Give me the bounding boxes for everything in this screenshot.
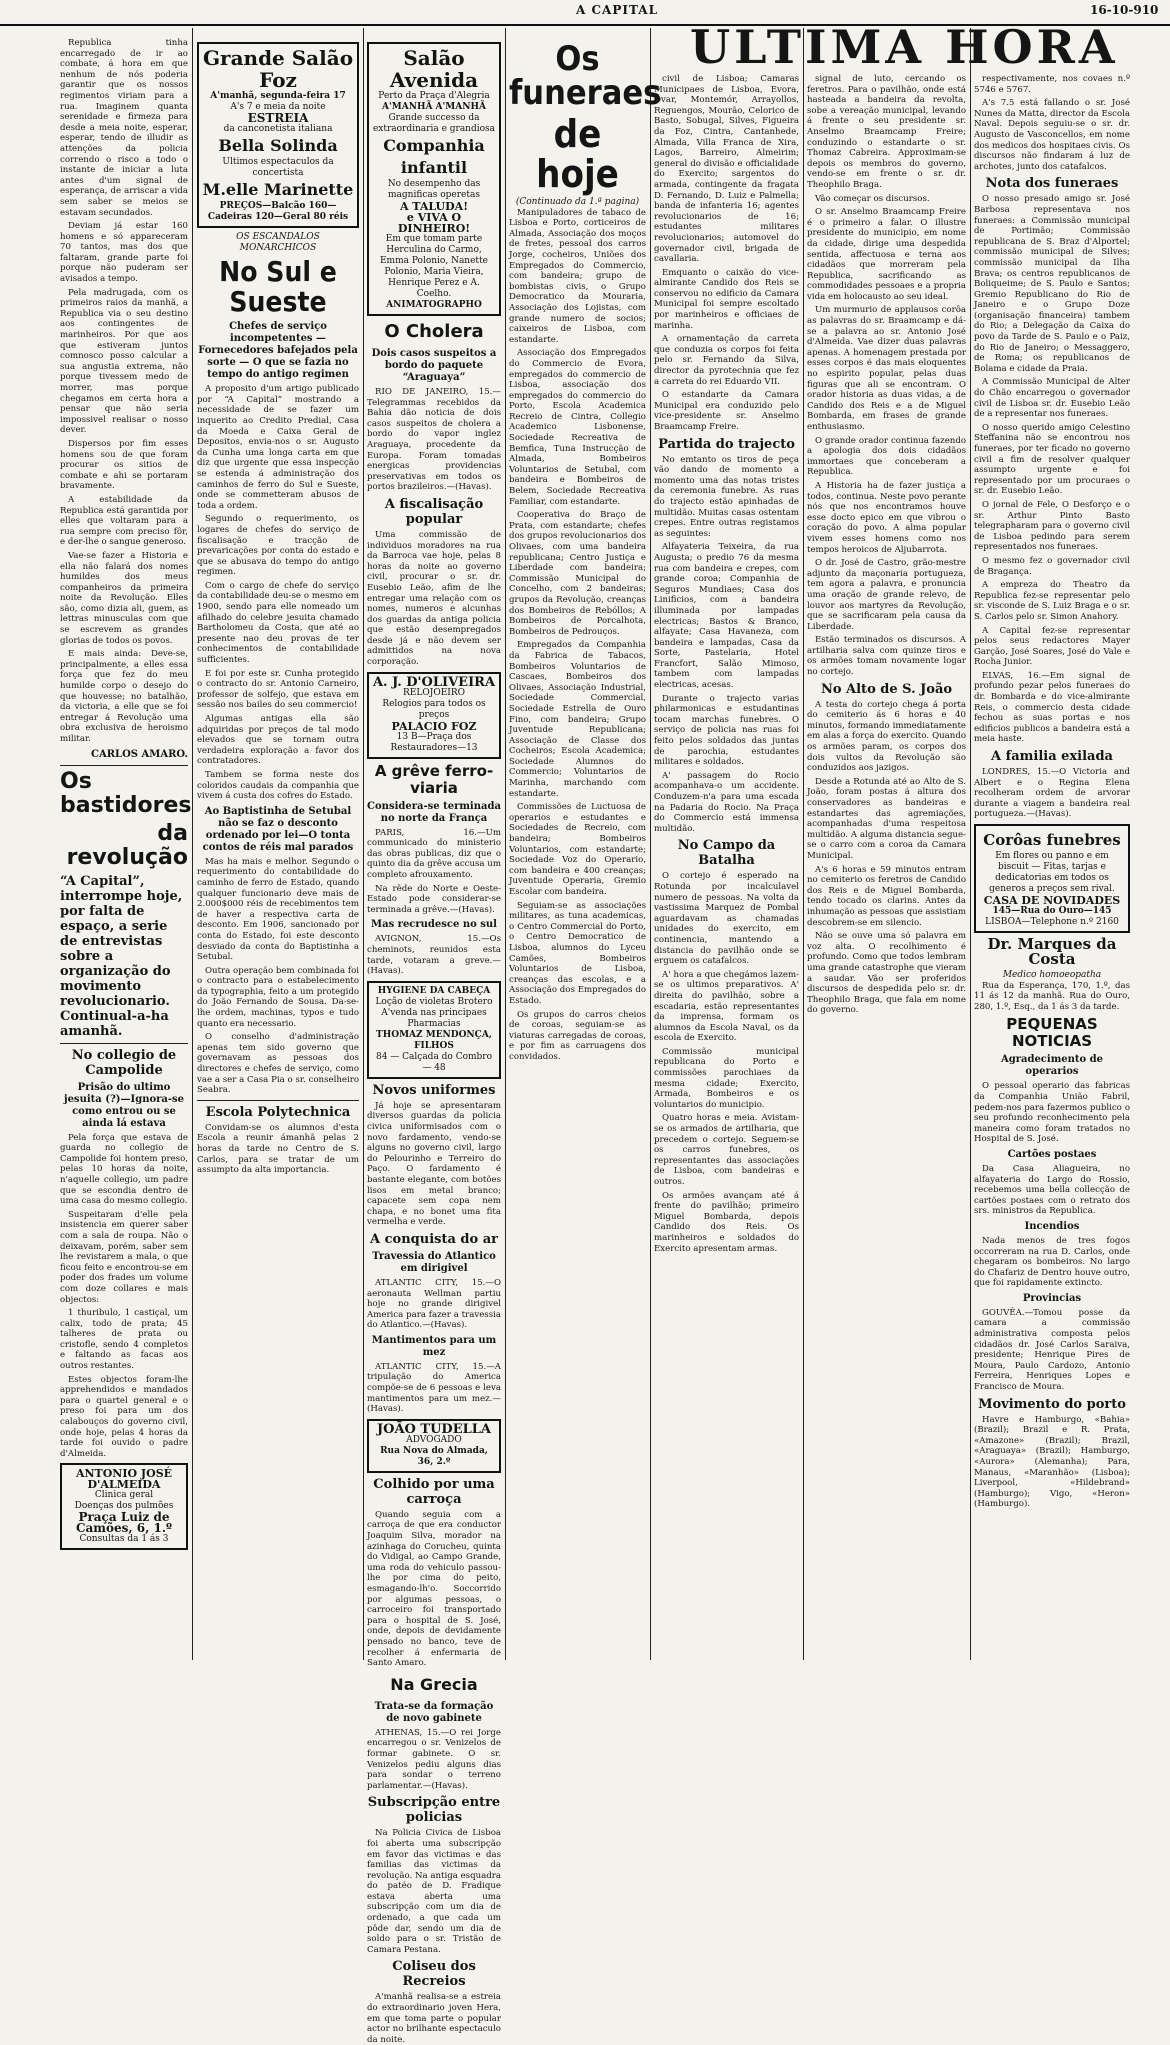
column-rule	[803, 28, 804, 1660]
ad-line: ESTREIA	[247, 111, 309, 125]
headline-movimento-porto: Movimento do porto	[978, 1396, 1126, 1412]
article-signature: CARLOS AMARO.	[91, 748, 188, 760]
article-text: signal de luto, cercando os feretros. Para o pavilhão, onde está hasteada a bandeira da revolta, sobe a vereação municipal, levando á frente o seu presidente sr. Anselmo Braamcamp Freire; conduzindo o estandarte o sr. Thomaz Cabreira. Approximam-se depois os membros do governo, vendo-se em frente o sr. dr. Theophilo Braga.	[807, 74, 966, 190]
article-text: Na Policia Civica de Lisboa foi aberta uma subscripção em favor das victimas e das familias das victimas da revolução. Na antiga esquadra do patéo de D. Fradique estava aberta uma subscripção com um dia de ordenado, a que cada um pôde dar, sendo um dia de soldo para o sr. Tristão de Camara Pestana.	[367, 1828, 501, 1955]
ad-grande-salao-foz	[197, 42, 359, 228]
ad-marques-costa: Dr. Marques da Costa	[987, 935, 1117, 968]
article-text: ELVAS, 16.—Em signal de profundo pezar pelos funeraes do dr. Bombarda e do vice-almirante Reis, o commercio desta cidade fechou as suas portas e nos edificios publicos a bandeira está a meia haste.	[974, 670, 1130, 745]
headline-carroca: Colhido por uma carroça	[373, 1476, 495, 1507]
article-text: RIO DE JANEIRO, 15.—Telegrammas recebidos da Bahia dão noticia de dois casos suspeitos de cholera a bordo do vapor inglez Araguaya, procedente da Europa. Foram tomadas energicas providencias preservativas em todos os portos brazileiros.—(Havas).	[367, 387, 501, 493]
headline-pequenas-noticias: PEQUENAS NOTICIAS	[1006, 1015, 1098, 1051]
article-text: O estandarte da Camara Municipal era conduzido pelo vice-presidente sr. Anselmo Braamcamp Freire.	[654, 390, 799, 432]
divider	[60, 1043, 188, 1044]
column-3	[367, 38, 501, 2045]
article-text: A' passagem do Rocio acompanhava-o um accidente. Conduzem-n'a para uma escada na Padaria do Rocio. Na Praça do Commercio está immensa multidão.	[654, 770, 799, 834]
article-text: O conselho d'administração apenas tem sido governo que governavam as pessoas dos directores e chefes de serviço, como vae a ser a Casa Pia o sr. conselheiro Seabra.	[197, 1032, 359, 1096]
article-text: Republica tinha encarregado de ir ao combate, á hora em que nenhum de nós poderia garantir que os nossos regimentos viriam para a rua. Imaginem quanta serenidade e firmeza para desde a meia noite, esperar, esperar, tendo de illudir as attenções da policia correndo o risco a todo o instante de iniciar a luta antes d'um signal de esperança, de arriscar a vida sem saber se meios se estavam secundados.	[60, 38, 188, 218]
ad-line: CASA DE NOVIDADES	[983, 894, 1121, 907]
ad-title: Corôas funebres	[983, 831, 1121, 849]
article-text: A ornamentação da carreta que conduzia os corpos foi feita pelo sr. Fernando da Silva, director da pyrotechnia que fez a carreta do rei Eduardo VII.	[654, 334, 799, 387]
ad-line: Medico homoeopatha	[1002, 970, 1102, 980]
ad-line: e VIVA O DINHEIRO!	[397, 211, 471, 235]
ad-line: M.elle Marinette	[202, 180, 354, 199]
ad-line: PALACIO FOZ	[391, 719, 477, 733]
ad-joao-tudella	[367, 1419, 501, 1473]
article-text: Associação dos Empregados do Commercio de Evora, empregados do commercio de Lisboa, associação dos empregados do commercio do Porto, Escola Academica Recreio de Cintra, Collegio Academico Lisbonense, Sociedade Recreativa de Bemfica, Tuna Instrucção de Almada, Bombeiros Voluntarios de Setubal, com bandeira e Bombeiros de Belem, Sociedade Recreativa Familiar, com estandarte.	[509, 348, 646, 507]
article-text: Commissões de Luctuosa de operarios e estudantes e Sociedades de Recreio, com bandeira; Bombeiros Voluntarios, com estandarte; Sociedade Voz do Operario, com bandeira e 400 creanças; Juventude Operaria, Gremio Escolar com bandeira.	[509, 802, 646, 897]
article-text: Seguiam-se as associações militares, as tuna academicas, o Centro Commercial do Porto, o Centro Democratico de Lisboa, alumnos do Lyceu Camões, Bombeiros Voluntarios de Lisboa, creanças das escolas, e a Associação dos Empregados do Estado.	[509, 900, 646, 1006]
ad-title: Salão Avenida	[389, 46, 479, 92]
article-text: Estão terminados os discursos. A artilharia salva com quinze tiros e os armões tomam novamente logar no cortejo.	[807, 635, 966, 678]
masthead-ultima-hora: ULTIMA HORA	[690, 20, 1119, 74]
article-text: Algumas antigas ella são adquiridas por preços de tal modo elevados que se tornam outra verdadeira exploração a favor dos contratadores.	[197, 714, 359, 767]
ad-line: da canconetista italiana	[223, 124, 333, 134]
headline-grecia: Na Grecia	[390, 1674, 478, 1694]
article-text: Da Casa Aliagueira, no alfayateria do Largo do Rossio, recebemos uma bella collecção de cartões postaes com o retrato dos srs. ministros da Republica.	[974, 1163, 1130, 1217]
issue-date: 16-10-910	[1090, 3, 1159, 17]
newspaper-name: A CAPITAL	[576, 3, 659, 17]
ad-line: Em que tomam parte Herculina do Carmo, Emma Polonio, Nanette Polonio, Maria Vieira, Henrique Perez e A. Coelho.	[379, 234, 488, 299]
ad-line: A'MANHÃ A'MANHÃ	[382, 102, 486, 112]
article-text: AVIGNON, 15.—Os cheminots, reunidos esta tarde, votaram a greve.—(Havas).	[367, 934, 501, 977]
article-text: Na rêde do Norte e Oeste-Estado pode considerar-se terminada a grêve.—(Havas).	[367, 883, 501, 915]
ad-line: ADVOGADO	[406, 1434, 462, 1445]
article-text: A's 7.5 está fallando o sr. José Nunes da Matta, director da Escola Naval. Depois seguiu-se o sr. dr. Augusto de Vasconcellos, em nome dos medicos dos hospitaes civis. Os discursos não findaram á luz de archotes, junto dos catafalcos.	[974, 98, 1130, 172]
ad-salao-avenida	[367, 42, 501, 316]
article-text: respectivamente, nos covaes n.º 5746 e 5767.	[974, 74, 1130, 95]
ad-line: 145—Rua do Ouro—145	[992, 906, 1112, 916]
article-text: Vae-se fazer a Historia e ella não falará dos nomes humildes dos meus companheiros da primeira noite da Revolução. Elles são, como dizia ali, guem, as lettras minusculas com que se escrevem as grandes glorias de todos os povos.	[60, 550, 188, 646]
ad-line: Rua Nova do Almada, 36, 2.º	[380, 1445, 488, 1467]
subheadline: Provincias	[1022, 1292, 1082, 1304]
article-text: Rua da Esperança, 170, 1.º, das 11 ás 12 da manhã. Rua do Ouro, 280, 1.º, Esq., da 1 ás 3 da tarde.	[974, 980, 1130, 1012]
article-text: civil de Lisboa; Camaras Municipaes de Lisboa, Evora, Ovar, Montemór, Arrayollos, Reguengos, Mourão, Celorico de Basto, Sobugal, Silves, Figueira da Foz, Cintra, Cantanhede, Almada, Villa Franca de Xira, Lagos, Barreiro, Almeirim; general do divisão e officialidade do Exercito; sargentos do armada, contingente da fragata D. Fernando, D. Luiz e Palmella; banda de infanteria 16; agentes revolucionarios de 16; estudantes militares revolucionarios; automovel do governador civil, brigada de cavallaria.	[654, 74, 799, 265]
headline-bastidores: Os bastidores	[60, 768, 192, 818]
article-text: Desde a Rotunda até ao Alto de S. João, foram postas á altura dos conservadores as bandeiras e estandartes das agremiações, acompanhadas d'uma respeitosa multidão. A alguma distancia segue-se o carro com a coroa da Camara Municipal.	[807, 776, 966, 861]
ad-address: Praça Luiz de Camões, 6, 1.º	[75, 1510, 172, 1536]
ad-title: Grande Salão Foz	[202, 46, 354, 92]
column-rule	[192, 28, 193, 1660]
article-text: Dispersos por fim esses homens sou de que foram procurar os sitios de combate e ahi se portaram bravamente.	[60, 438, 188, 492]
ad-line: THOMAZ MENDONÇA, FILHOS	[376, 1029, 492, 1051]
article-text: Uma commissão de individuos moradores na rua da Barroca vae hoje, pelas 8 horas da noite ao governo civil, procurar o sr. dr. Eusebio Leão, afim de lhe entregar uma relação com os nomes, numeros e alcunhas dos guardas da antiga policia que estão desempregados desde já e não devem ser admittidos na nova corporação.	[367, 529, 501, 668]
divider	[197, 1100, 359, 1101]
ad-line: Companhia infantil	[383, 136, 485, 177]
article-text: Convidam-se os alumnos d'esta Escola a reunir ámanhã pelas 2 horas da tarde no Centro de S. Carlos, para se tratar de um assumpto da alta importancia.	[197, 1122, 359, 1176]
column-rule	[363, 28, 364, 1660]
ad-line: Ultimos espectaculos da concertista	[222, 157, 334, 178]
continued-note: (Continuado da 1.ª pagina)	[515, 197, 640, 207]
article-text: Cooperativa do Braço de Prata, com estandarte; chefes dos grupos revolucionarios dos Olivaes, com uma bandeira republicana; Centro Justiça e Liberdade com bandeira; Commissão Municipal do Concelho, com 2 bandeiras; grupos da Revolução, creanças dos Bombeiros de Rebóllos; A Bombeiros de Porcalhota, Bombeiros de Pedrouços.	[509, 510, 646, 637]
headline-funeraes: Os funeraes	[509, 39, 662, 113]
article-text: Deviam já estar 160 homens e só appareceram 70 tantos, mas dos que faltaram, grande parte foi porque não puderam ser avisados a tempo.	[60, 221, 188, 285]
ad-line: 84 — Calçada do Combro — 48	[375, 1051, 493, 1073]
subheadline-cholera: Dois casos suspeitos a bordo do paquete “Araguaya”	[371, 348, 497, 383]
article-text: Estes objectos foram-lhe apprehendidos e mandados para o quartel general e o preso foi para um dos calabouços do governo civil, onde hoje, pelas 4 horas da tarde foi ouvido o padre d'Almeida.	[60, 1374, 188, 1459]
article-text: ATLANTIC CITY, 15.—O aeronauta Wellman partiu hoje no grande dirigivel America para fazer a travessia do Atlantico.—(Havas).	[367, 1277, 501, 1331]
headline-familia-exilada: A familia exilada	[991, 749, 1113, 765]
article-text: Um murmurio de applausos corôa as palavras do sr. Braamcamp e dá-se a palavra ao sr. Antonio José d'Almeida. Vae dizer duas palavras apenas. A homenagem prestada por esses corpos é das mais eloquentes no espirito popular, pelas duas figuras que ali se encontram. O orador historia as duas vidas, a de Candido dos Reis e a de Miguel Bombarda, em frases de grande enthusiasmo.	[807, 305, 966, 432]
article-text: Já hoje se apresentaram diversos guardas da policia civica uniformisados com o novo fardamento, vendo-se alguns no governo civil, largo do Pelourinho e Terreiro do Paço. O fardamento é bastante elegante, com botões lisos em metal branco; capacete sem copa nem chapa, e no bonet uma fita vermelha e verde.	[367, 1100, 501, 1228]
ad-name: JOÃO TUDELLA	[377, 1421, 491, 1437]
article-text: O jornal de Fele, O Desforço e o sr. Arthur Pinto Basto telegrapharam para o governo civil de Lisboa pedindo para serem representados nos funeraes.	[974, 499, 1130, 553]
column-2	[197, 38, 359, 1660]
column-1	[60, 38, 192, 1660]
article-text: Outra operação bem combinada foi o contracto para o estabelecimento da typographia, feito a um protegido do João Fernando de Sousa. Da-se-lhe ordem, machinas, typos e tudo quanto era necessario.	[197, 965, 359, 1029]
subheadline-grecia: Trata-se da formação de novo gabinete	[374, 1700, 494, 1724]
subheadline-sul-sueste: Chefes de serviço incompetentes — Fornecedores bafejados pela sorte — O que se fazia no tempo do antigo regimen	[198, 321, 358, 381]
article-text: ATLANTIC CITY, 15.—A tripulação do America compõe-se de 6 pessoas e leva mantimentos para um mez.—(Havas).	[367, 1361, 501, 1415]
ad-name: A. J. D'OLIVEIRA	[372, 674, 496, 690]
headline-funeraes-2: de hoje	[536, 112, 619, 196]
article-text: Empregados da Companhia da Fabrica de Tabacos, Bombeiros Voluntarios de Cascaes, Bombeiros dos Olivaes, Associação Industrial, Sociedade Commercial, Sociedade Estrella de Ouro Fino, com bandeira; Grupo Juventude Republicana; Associação de Classe dos Cocheiros; Escola Academica; Sociedade Alumnos do Commercio; Voluntarios de Marinha, marchando com estandarte.	[509, 640, 646, 799]
ad-line: ANIMATOGRAPHO	[386, 300, 482, 310]
article-text: Com o cargo de chefe do serviço da contabilidade deu-se o mesmo em 1900, sendo para elle nomeado um afilhado do celebre jesuita chamado Bartholomeu da Costa, que até ao presente nao deu provas de ter conhecimentos de contabilidade sufficientes.	[197, 580, 359, 666]
ad-line: Bella Solinda	[218, 136, 338, 155]
ad-hygiene	[367, 981, 501, 1079]
section-kicker: OS ESCANDALOS MONARCHICOS	[236, 232, 320, 253]
column-rule	[650, 28, 651, 1660]
headline-nota-funeraes: Nota dos funeraes	[985, 176, 1119, 192]
ad-title: HYGIENE DA CABEÇA	[377, 985, 491, 996]
ad-line: RELOJOEIRO	[403, 687, 465, 698]
article-text: A'manhã realisa-se a estreia do extraordinario joven Hera, em que toma parte o popular actor no brilhante espectaculo da noite.	[367, 1992, 501, 2045]
ad-line: 13 B—Praça dos Restauradores—13	[390, 731, 478, 753]
headline-uniformes: Novos uniformes	[372, 1082, 496, 1098]
column-rule	[505, 28, 506, 1660]
ad-line: A'venda nas principaes Pharmacias	[381, 1007, 487, 1029]
subheadline: Cartões postaes	[1007, 1148, 1097, 1160]
ad-line: A TALUDA!	[399, 200, 469, 213]
article-text: Quando seguia com a carroça de que era conductor Joaquim Silva, morador na azinhaga do Corucheu, quinta do Vidigal, ao Campo Grande, uma roda do vehiculo passou-lhe por cima do peito, esmagando-lh'o. Soccorrido por algumas pessoas, o carroceiro foi transportado para o hospital de S. José, onde, depois de devidamente pensado no banco, teve de recolher á enfermaria de Santo Amaro.	[367, 1509, 501, 1669]
article-text: Durante o trajecto varias philarmonicas e estudantinas tocam marchas funebres. O serviço de policia nas ruas foi feito pelos soldados das juntas de parochia, estudantes militares e soldados.	[654, 693, 799, 768]
headline-polytechnica: Escola Polytechnica	[205, 1104, 351, 1120]
article-text: No emtanto os tiros de peça vão dando de momento a momento uma das notas tristes da ceremonia funebre. As ruas do trajecto estão apinhadas de multidão. Muitas casas ostentam crepes. Entre outras registamos as seguintes:	[654, 454, 799, 539]
article-text: A empreza do Theatro da Republica fez-se representar pelo sr. visconde de S. Luiz Braga e o sr. S. Carlos pelo sr. Simon Anahory.	[974, 580, 1130, 622]
ad-line: A'manhã, segunda-feira 17	[210, 91, 346, 101]
ad-line: LISBOA—Telephone n.º 2160	[985, 917, 1119, 927]
subheadline-greve-sul: Mas recrudesce no sul	[371, 919, 497, 931]
subheadline-ar: Travessia do Atlantico em dirigivel	[372, 1250, 496, 1274]
column-rule	[970, 28, 971, 1660]
headline-campolide: No collegio de Campolide	[71, 1047, 177, 1078]
article-text: 1 thuribulo, 1 castiçal, um calix, todo de prata; 45 talheres de prata ou cristofle, sendo 4 completos e faltando as facas aos outros restantes.	[60, 1308, 188, 1372]
article-text: Segundo o requerimento, os logares de chefes do serviço de fiscalisação e tracção de prevaricações por conta do estado e que se abusava do tempo do antigo regimen.	[197, 514, 359, 578]
article-text: A Commissão Municipal de Alter do Chão encarregou o governador civil de Lisboa sr. dr. Eusebio Leão de a representar nos funeraes.	[974, 377, 1130, 420]
column-4	[509, 38, 662, 1660]
subheadline-setubal: Ao Baptistinha de Setubal não se faz o desconto ordenado por lei—O tonta contos de réis mal parados	[202, 805, 354, 853]
headline-alto-sao-joao: No Alto de S. João	[820, 681, 953, 697]
article-text: O mesmo fez o governador civil de Bragança.	[974, 555, 1130, 577]
article-text: LONDRES, 15.—O Victoria and Albert e o Regina Elena recolheram ordem de arvorar durante a viagem a bandeira real portugueza.—(Havas).	[974, 767, 1130, 820]
ad-hours: Consultas da 1 ás 3	[79, 1534, 169, 1545]
ad-antonio-jose-dalmeida	[60, 1463, 188, 1550]
article-text: PARIS, 16.—Um communicado do ministerio das obras publicas, diz que o quinto dia da grêve accusa um completo afrouxamento.	[367, 827, 501, 881]
ad-line: Em flores ou panno e em biscuit — Fitas, tarjas e dedicatorias em todos os generos a preços sem rival.	[989, 851, 1115, 894]
column-7	[974, 74, 1130, 1660]
ad-name: ANTONIO JOSÉ D'ALMEIDA	[75, 1467, 173, 1492]
article-text: Commissão municipal republicana do Porto e commissões parochiaes da mesma cidade; Exercito, Armada, Bombeiros e os voluntarios do municipio.	[654, 1046, 799, 1110]
article-text: Vão começar os discursos.	[815, 193, 930, 204]
article-text: A proposito d'um artigo publicado por “A Capital” mostrando a necessidade de se fazer um inquerito ao Credito Predial, Casa da Moeda e Caixa Geral de Depositos, envia-nos o sr. Augusto da Cunha uma longa carta em que diz que urgente que essa inspecção se estenda á administração dos caminhos de ferro do Sul e Sueste, onde se commetteram abusos de toda a ordem.	[197, 384, 359, 511]
ad-line: Clinica geral	[94, 1490, 154, 1501]
headline-sul-sueste: No Sul e Sueste	[219, 255, 337, 319]
ad-line: Perto da Praça d'Alegria	[378, 91, 490, 101]
article-text: Pela força que estava de guarda no collegio de Campolide foi hontem preso, pelas 10 horas da noite, n'aquelle collegio, um padre que se escondia dentro de uma casa do mesmo collegio.	[60, 1132, 188, 1207]
ad-line: No desempenho das magnificas operetas	[387, 179, 481, 200]
article-text: O pessoal operario das fabricas da Companhia União Fabril, pedem-nos para fazermos publico o seu profundo reconhecimento pela maneira como foram tratados no Hospital de S. José.	[974, 1081, 1130, 1145]
headline-greve: A grêve ferro-viaria	[374, 761, 494, 797]
article-text: O cortejo é esperado na Rotunda por incalculavel numero de pessoas. Na volta da vastissima Marquez de Pombal aguardavam as chamadas unidades do exercito, em continencia, mantendo a distancia do pavilhão onde se erguem os catafalcos.	[654, 871, 799, 967]
article-text: Os armões avançam até á frente do pavilhão; primeiro Miguel Bombarda, depois Candido dos Reis. Os marinheiros e soldados do Exercito apresentam armas.	[654, 1190, 799, 1254]
ad-line: A's 7 e meia da noite	[230, 102, 326, 112]
article-text: ATHENAS, 15.—O rei Jorge encarregou o sr. Venizelos de formar gabinete. O sr. Venizelos pediu alguns dias para sondar o terreno parlamentar.—(Havas).	[367, 1727, 501, 1791]
headline-coliseu: Coliseu dos Recreios	[392, 1959, 476, 1990]
headline-conquista-ar: A conquista do ar	[370, 1231, 498, 1247]
ad-line: Relogios para todos os preços	[382, 698, 486, 720]
article-text: Mas ha mais e melhor. Segundo o requerimento do contabilidade do caminho de ferro de Estado, quando qualquer funcionario deve mais de 2.000$000 réis de recebimentos tem de haver a respectiva carta de desconto. Em 1906, sancionado por conta do Estado, foi este desconto desviado da conta do Baptistinha a Setubal.	[197, 856, 359, 963]
article-text: Suspeitaram d'elle pela insistencia em querer saber com a sala de roupa. Não o deixavam, porém, saber sem lhe revistarem a mala, o que ficou feito e encontrou-se em poder dos frades um volume com doze collares e mais objectos:	[60, 1209, 188, 1305]
article-text: O nosso querido amigo Celestino Steffanina não se encontrou nos funeraes, por ter ficado no governo civil a fim de resolver qualquer assumpto urgente e foi representado por um procuraes o sr. dr. Eusebio Leão.	[974, 422, 1130, 497]
column-6	[807, 74, 966, 1660]
article-text: A's 6 horas e 59 minutos entram no cemiterio os feretros de Candido dos Reis e de Miguel Bombarda, tendo tocado os clarins. Antes da inhumação as pessoas que assistiam descobrem-se em silencio.	[807, 864, 967, 928]
headline-fiscalisacao: A fiscalisação popular	[384, 496, 484, 527]
divider	[60, 765, 188, 766]
article-text: A Capital fez-se representar pelos seus redactores Mayer Garção, José Soares, José do Vale e Rocha Junior.	[974, 625, 1130, 668]
ad-coroas-funebres	[974, 824, 1130, 933]
article-text: GOUVÊA.—Tomou posse da camara a commissão administrativa composta pelos cidadãos dr. José Carlos Saraiva, presidente; Henrique Pires de Moura, Paulo Cardozo, Antonio Ferreira, Henriques Lopes e Francisco de Moura.	[974, 1307, 1130, 1393]
article-text: Não se ouve uma só palavra em voz alta. O recolhimento é profundo. Como que todos lembram uma grande catastrophe que vieram a saudar. Vão ser proferidos discursos de despedida pelo sr. dr. Theophilo Braga, que fala em nome do governo.	[807, 931, 966, 1016]
ad-line: Grande successo da extraordinaria e grandiosa	[372, 113, 496, 134]
headline-subscripcao: Subscripção entre policias	[367, 1795, 501, 1826]
article-text: Quatro horas e meia. Avistam-se os armados de artilharia, que precedem o cortejo. Seguem-se os carros funebres, os representantes das associações de Lisboa, com bandeiras e outros.	[654, 1113, 799, 1187]
ad-line: Loção de violetas Brotero	[375, 996, 493, 1007]
article-text: Alfayateria Teixeira, da rua Augusta; o predio 76 da mesma rua com bandeira e crepes, com grande coroa; Companhia de Seguros Mundiaes; Casa dos Linificios, com a bandeira illuminada por lampadas electricas; Bastos & Branco, alfayate; Casa Havaneza, com bandeira e lampadas, Casa da Sorte, Pastelaria, Hotel Francfort, Salão Mimoso, tambem com lampadas electricas, acesas.	[654, 542, 799, 691]
article-text: A estabilidade da Republica está garantida por elles que voltaram para a rua sempre com preciso fôr, e der-lhe o sangue generoso.	[60, 494, 188, 548]
article-text: E mais ainda: Deve-se, principalmente, a elles essa força que fez do meu humilde corpo o desejo do que houvesse; no batalhão, da victoria, a elle que se foi entregar á Revolução uma obra exclusiva de heroismo militar.	[60, 649, 188, 744]
article-text: O grande orador continua fazendo a apologia dos dois cidadãos immortaes que conceberam a Republica.	[807, 435, 966, 478]
article-text: Emquanto o caixão do vice-almirante Candido dos Reis se conservou no edificio da Camara Municipal foi sempre escoltado por marinheiros e officiaes de marinha.	[654, 267, 799, 331]
article-text: Tambem se forma neste dos coloridos caudais da companhia que vivem á custa dos cofres do Estado.	[197, 769, 359, 802]
ad-prices: PREÇOS—Balcão 160—Cadeiras 120—Geral 80 réis	[207, 201, 349, 222]
ad-line: Doenças dos pulmões	[74, 1501, 174, 1512]
column-5	[654, 74, 799, 1660]
headline-bastidores-2: da revolução	[66, 820, 188, 870]
headline-partida: Partida do trajecto	[658, 436, 795, 452]
ad-oliveira	[367, 672, 501, 759]
article-text: A' hora a que chegámos lazem-se os ultimos preparativos. A' direita do pavilhão, sobre a escadaria, estão representantes da imprensa, formam os alumnos da Escola Naval, os da escola de Exercito.	[654, 969, 799, 1044]
subheadline-campolide: Prisão do ultimo jesuita (?)—Ignora-se como entrou ou se ainda lá estava	[63, 1081, 185, 1129]
bastidores-lead: “A Capital”, interrompe hoje, por falta de espaço, a serie de entrevistas sobre a organização do movimento revolucionario. Continual-a-ha amanhã.	[60, 873, 183, 1039]
article-text: A Historia ha de fazer justiça a todos, continua. Neste povo perante nós que nos encontramos houve esse docto epico em que vibrou o coração do povo. A alma popular vivem esses homens como nos tempos heroicos de Aljubarrota.	[807, 480, 966, 555]
article-text: O dr. José de Castro, grão-mestre adjunto da maçonaria portugueza, tem agora a palavra, e pronuncia uma oração de grande relevo, de louvor aos martyres da Revolução, que se sacrificaram pela causa da Liberdade.	[807, 558, 966, 632]
article-text: O nosso presado amigo sr. José Barbosa representava nos funeraes: a Commissão municipal de Portimão; Commissão republicana de S. Braz d'Alportel; commissão municipal de Silves; commissão municipal da Ilha Brava; os centros republicanos de Boliqueime; de S. Paulo e Santos; Gremio Republicano do Rio de Janeiro e o Grupo Doze (organisação financeira) tambem do Rio; a Delegação da Caixa do povo da Tarde de S. Paulo e o Paiz, do Rio de Janeiro; o Messaggero, de Roma; os republicanos de Bolama e cidade da Praia.	[974, 194, 1130, 374]
headline-campo-batalha: No Campo da Batalha	[677, 838, 776, 869]
headline-cholera: O Cholera	[384, 321, 484, 342]
article-text: Nada menos de tres fogos occorreram na rua D. Carlos, onde chegaram os bombeiros. No largo do Chafariz de Dentro houve outro, que foi rapidamente extincto.	[974, 1235, 1130, 1289]
article-text: Havre e Hamburgo, «Bahia» (Brazil); Brazil e R. Prata, «Amazone» (Brazil); Brazil, «Araguaya» (Brazil); Hamburgo, «Aurora» (Alemanha); Para, Manaus, «Maranhão» (Lisboa); Liverpool, «Hildebrand» (Hamburgo); Vigo, «Heron» (Hamburgo).	[974, 1414, 1130, 1510]
article-text: Manipuladores de tabaco de Lisboa e Porto, corticeiros de Almada, Associação dos moços de fretes, pessoal dos carros Jorge, cocheiros, Uniões dos Empregados do Commercio, com bandeira; grupo de bombistas civis, o Grupo Democratico da Mouraria, Associação dos Lojistas, com grande numero de socios; caixeiros de Lisboa, com estandarte.	[509, 207, 646, 345]
article-text: O sr. Anselmo Braamcamp Freire é o primeiro a falar. O illustre presidente do municipio, em nome da cidade, dirige uma despedida sentida, affectuosa e terna aos cidadãos que morreram pela Republica, sacrificando as commodidades pessoaes e a propria vida em holocausto ao seu ideal.	[807, 207, 966, 302]
subheadline-ar-2: Mantimentos para um mez	[371, 1334, 497, 1358]
article-text: Os grupos do carros cheios de coroas, seguiam-se as viaturas carregadas de coroas, e por fim as carruagens dos convidados.	[509, 1009, 646, 1062]
article-text: E foi por este sr. Cunha protegido o contracto do sr. Antonio Carneiro, professor de solfejo, que estava em sessão nos bailes do seu commercio!	[197, 668, 359, 711]
subheadline: Agradecimento de operarios	[1000, 1054, 1104, 1078]
subheadline-greve: Considera-se terminada no norte da França	[367, 800, 501, 824]
subheadline: Incendios	[1024, 1220, 1080, 1232]
article-text: Pela madrugada, com os primeiros raios da manhã, a Republica via o seu destino aos contingentes de marinheiros. Por que aos que estiveram juntos comnosco posso calcular a sua angustia extrema, não porque tivessem medo de morrer, mas porque chegamos em certa hora a pensar que não seria impossivel realisar o nosso dever.	[60, 287, 188, 436]
article-text: A testa do cortejo chega á porta do cemiterio ás 6 horas e 40 minutos, formando immediatamente em alas a força do exercito. Quando os armões param, os corpos dos dois vultos da Revolução são conduzidos aos jazigos.	[807, 699, 966, 774]
